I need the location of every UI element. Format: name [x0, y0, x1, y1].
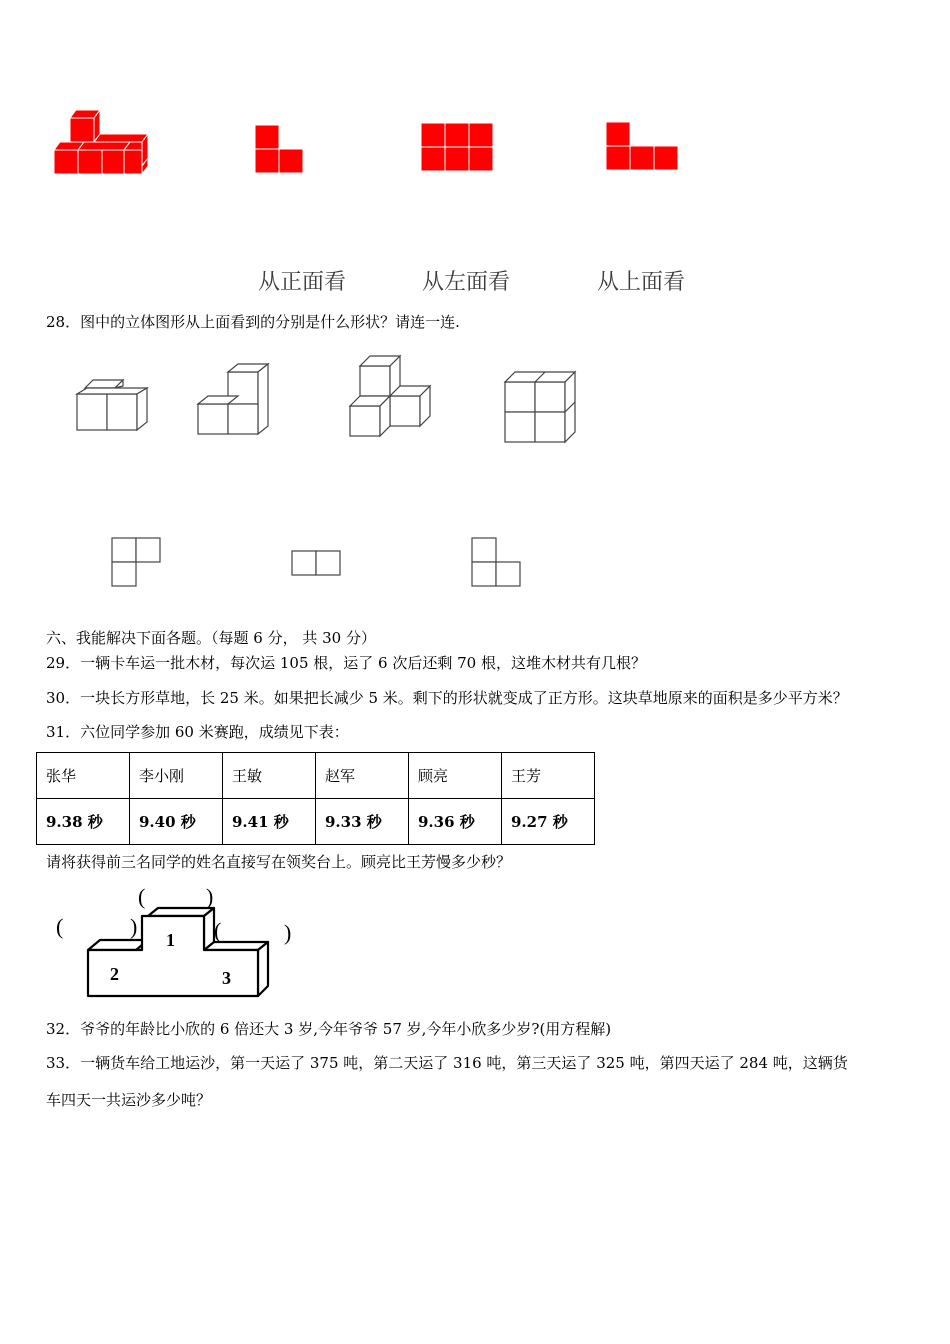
q29-text: 29．一辆卡车运一批木材，每次运 105 根，运了 6 次后还剩 70 根，这堆木材共有几根？	[46, 654, 646, 672]
q33-text-line2: 车四天一共运沙多少吨？	[46, 1091, 212, 1109]
answer-paren-close-first: )	[206, 884, 214, 909]
solid-figure-2	[198, 364, 272, 438]
red-view-left	[421, 123, 495, 175]
answer-paren-open-second: (	[56, 914, 64, 939]
podium-figure	[54, 882, 304, 1000]
section-6-title: 六、我能解决下面各题。（每题 6 分， 共 30 分）	[46, 629, 376, 647]
answer-paren-close-second: )	[130, 914, 138, 939]
table-cell: 9.33 秒	[316, 799, 409, 845]
table-cell: 李小刚	[130, 753, 223, 799]
solid-figure-1	[77, 380, 151, 434]
table-cell: 顾亮	[409, 753, 502, 799]
table-cell: 9.41 秒	[223, 799, 316, 845]
red-view-top	[606, 122, 680, 174]
label-left-view: 从左面看	[422, 270, 511, 295]
race-results-table	[36, 752, 595, 845]
table-cell: 9.36 秒	[409, 799, 502, 845]
table-cell: 张华	[37, 753, 130, 799]
top-view-shape-1	[112, 538, 162, 588]
red-block-3d-figure	[54, 110, 150, 182]
solid-figure-4	[505, 372, 579, 446]
q33-text-line1: 33．一辆货车给工地运沙，第一天运了 375 吨，第二天运了 316 吨，第三天运了 325 吨，第四天运了 284 吨，这辆货	[46, 1054, 848, 1072]
table-row-times	[37, 799, 595, 845]
table-cell: 9.40 秒	[130, 799, 223, 845]
table-row-names	[37, 753, 595, 799]
podium-second-number: 2	[110, 964, 119, 984]
podium-third-number: 3	[222, 968, 231, 988]
answer-paren-open-third: (	[214, 918, 222, 943]
q28-text: 28．图中的立体图形从上面看到的分别是什么形状？请连一连.	[46, 313, 460, 331]
q30-text: 30．一块长方形草地，长 25 米。如果把长减少 5 米。剩下的形状就变成了正方形。这块草地原来的面积是多少平方米？	[46, 689, 848, 707]
label-front-view: 从正面看	[258, 270, 347, 295]
table-cell: 9.38 秒	[37, 799, 130, 845]
answer-paren-close-third: )	[284, 920, 292, 945]
table-cell: 王芳	[502, 753, 595, 799]
red-view-front	[255, 125, 305, 175]
podium-first-number: 1	[166, 930, 175, 950]
table-cell: 王敏	[223, 753, 316, 799]
q31-prompt: 请将获得前三名同学的姓名直接写在领奖台上。顾亮比王芳慢多少秒？	[46, 853, 512, 871]
top-view-shape-3	[472, 538, 522, 588]
q31-text: 31．六位同学参加 60 米赛跑，成绩见下表：	[46, 723, 349, 741]
top-view-shape-2	[292, 551, 342, 577]
answer-paren-open-first: (	[138, 884, 146, 909]
solid-figure-3	[350, 356, 434, 440]
label-top-view: 从上面看	[597, 270, 686, 295]
q32-text: 32．爷爷的年龄比小欣的 6 倍还大 3 岁,今年爷爷 57 岁,今年小欣多少岁?(用方程解)	[46, 1020, 612, 1038]
table-cell: 9.27 秒	[502, 799, 595, 845]
table-cell: 赵军	[316, 753, 409, 799]
